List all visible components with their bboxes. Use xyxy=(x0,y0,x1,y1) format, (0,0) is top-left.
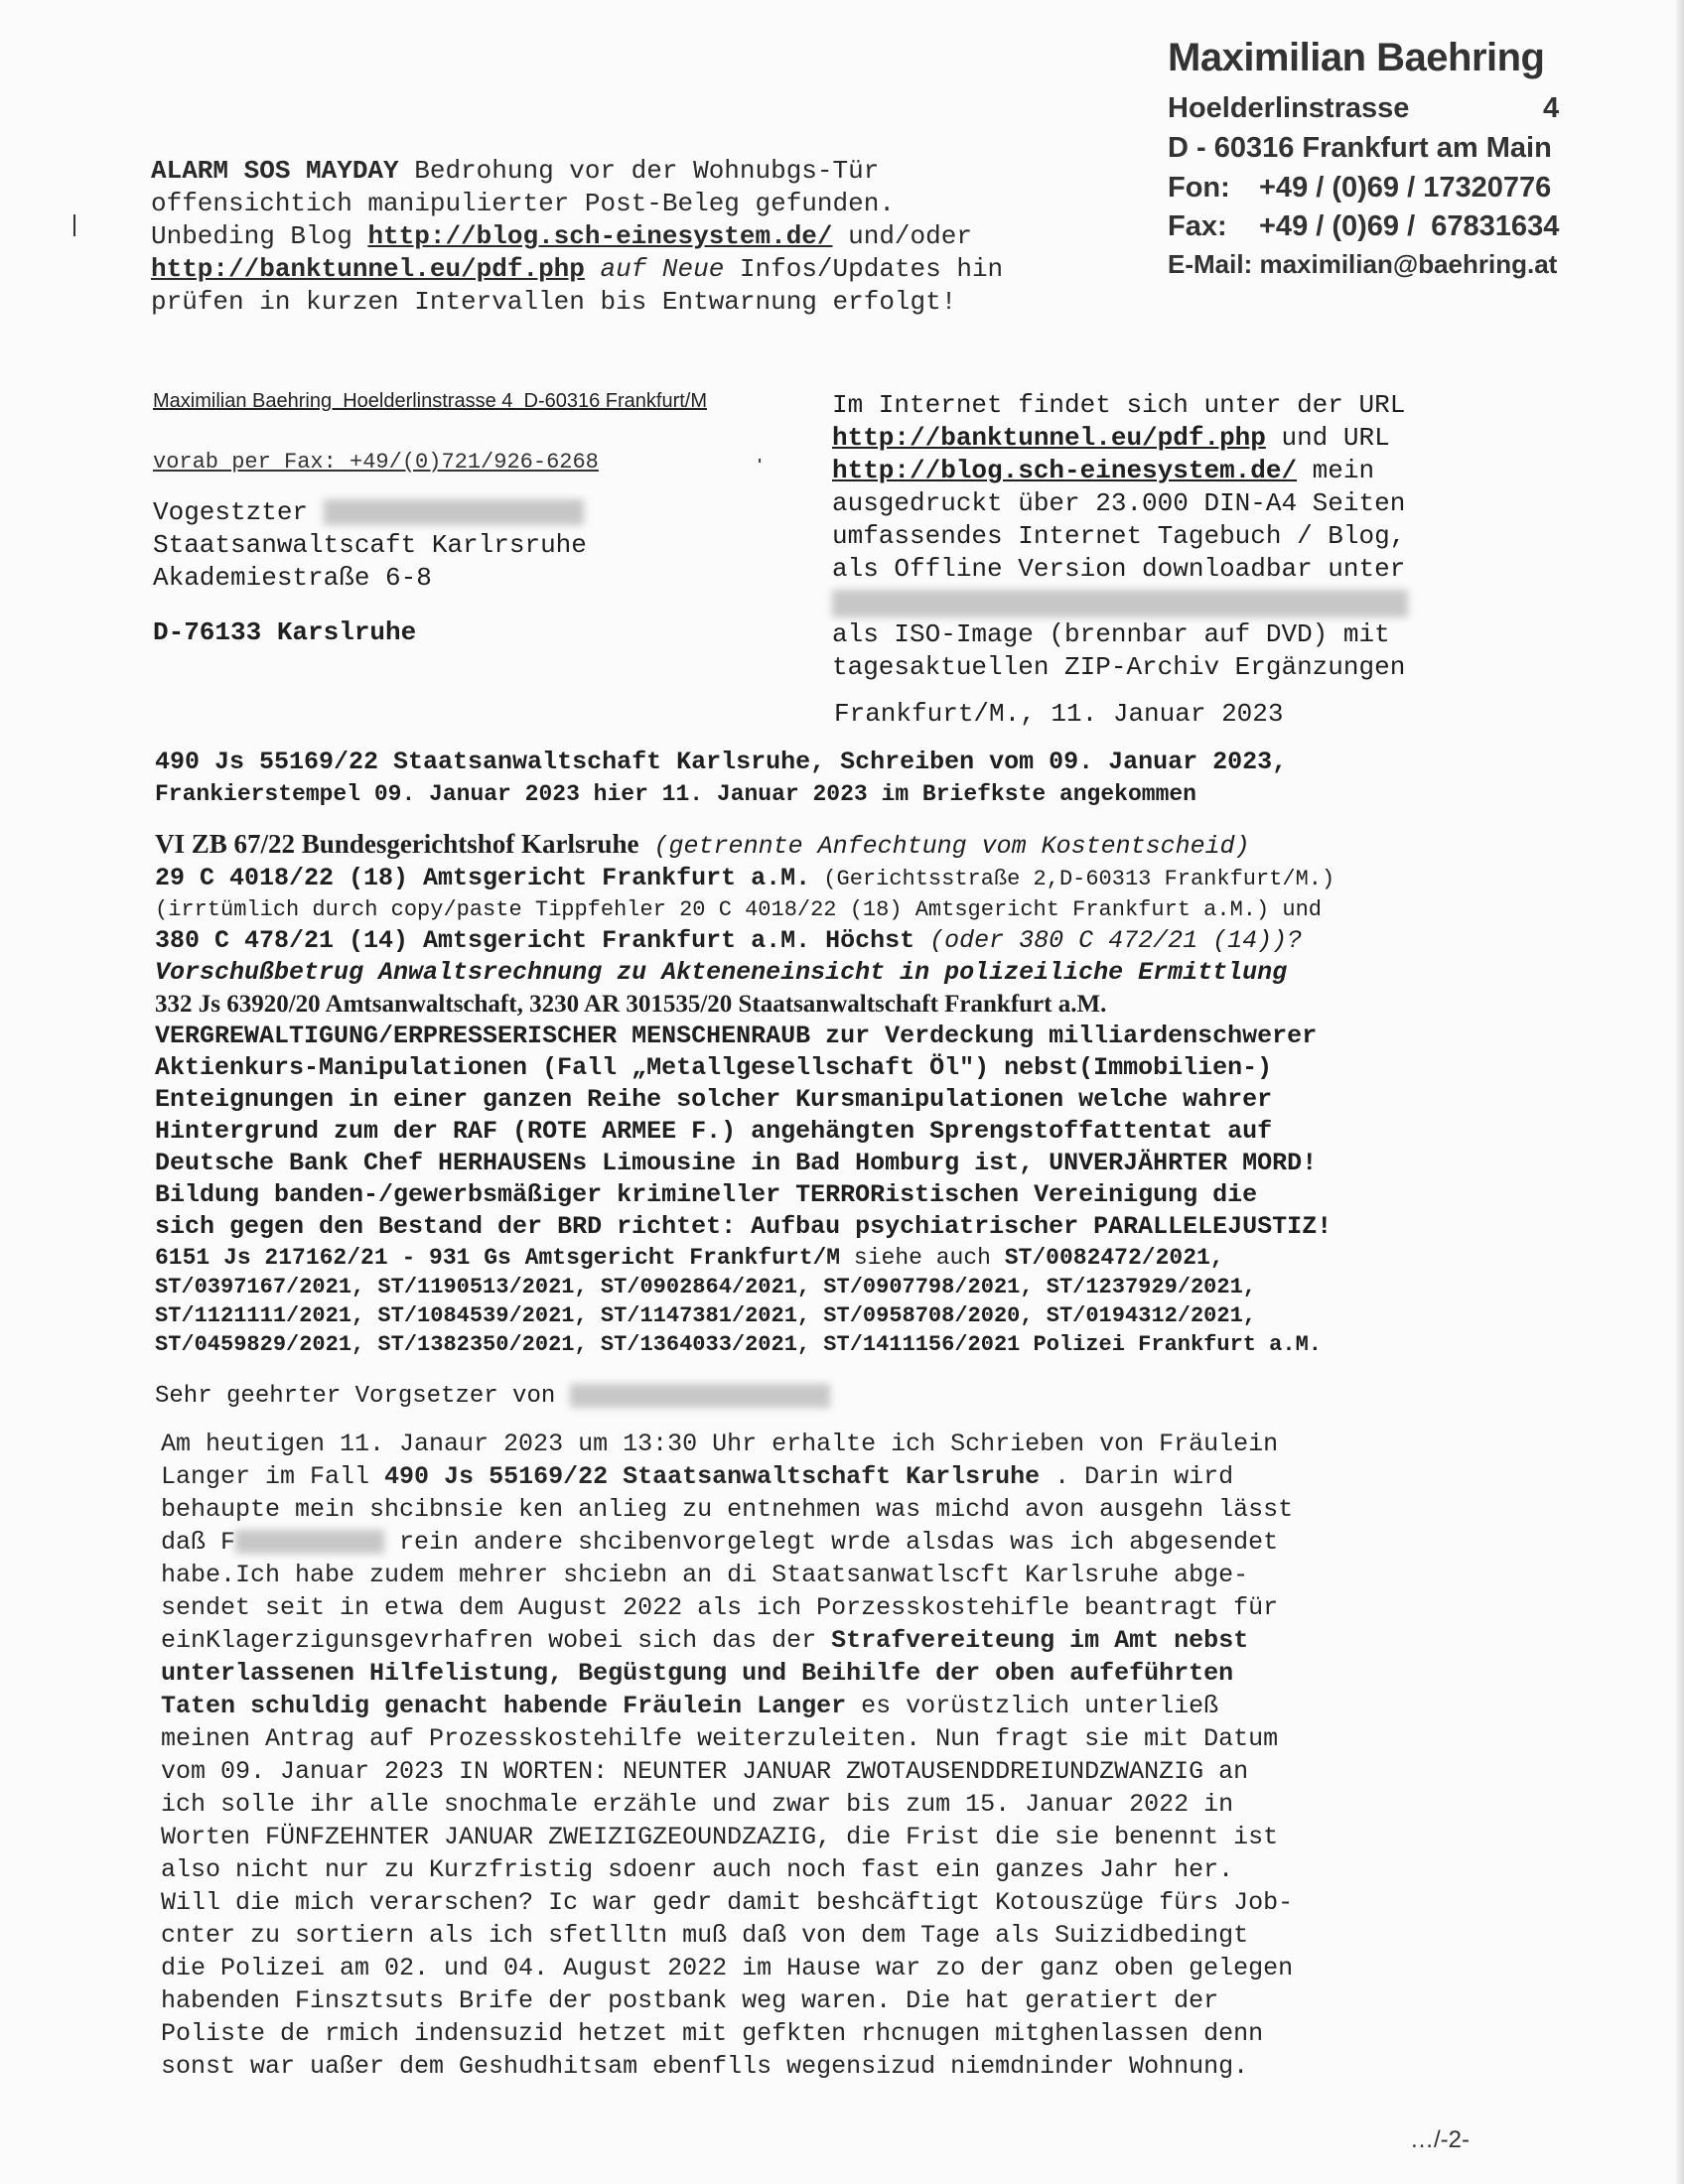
sender-line: Maximilian Baehring Hoelderlinstrasse 4 D-60316 Frankfurt/M xyxy=(153,390,708,412)
recipient-address xyxy=(153,496,587,649)
letterhead-city: D - 60316 Frankfurt am Main xyxy=(1168,132,1552,164)
ref-bold: 380 C 478/21 (14) Amtsgericht Frankfurt a.M. Höchst xyxy=(155,926,915,955)
ref-bold: VI ZB 67/22 Bundesgerichtshof Karlsruhe xyxy=(155,829,639,859)
alarm-text: Infos/Updates hin xyxy=(724,254,1004,284)
info-text: tagesaktuellen ZIP-Archiv Ergänzungen xyxy=(832,652,1406,682)
body-line: Poliste de rmich indensuzid hetzet mit gefkten rhcnugen mitghenlassen denn xyxy=(161,2019,1264,2048)
info-text: und URL xyxy=(1265,423,1390,453)
recipient-title: Vogestzter xyxy=(153,497,309,527)
body-line: sendet seit in etwa dem August 2022 als ich Porzesskostehifle beantragt für xyxy=(161,1593,1279,1622)
salutation xyxy=(155,1382,830,1412)
ref-bold: ST/0397167/2021, ST/1190513/2021, ST/0902864/2021, ST/0907798/2021, ST/1237929/2021, xyxy=(155,1275,1256,1299)
body-text: einKlagerzigunsgevrhafren wobei sich das der xyxy=(161,1626,832,1655)
body-text: . Darin wird xyxy=(1040,1462,1234,1491)
alarm-text: prüfen in kurzen Intervallen bis Entwarnung erfolgt! xyxy=(151,287,957,317)
letterhead-fon: +49 / (0)69 / 17320776 xyxy=(1259,172,1552,204)
body-bold: 490 Js 55169/22 Staatsanwaltschaft Karlsruhe xyxy=(384,1462,1041,1491)
case-references xyxy=(155,828,1334,1359)
ref-bold: ST/0082472/2021, xyxy=(1004,1245,1224,1271)
ref-bold: Deutsche Bank Chef HERHAUSENs Limousine in Bad Homburg ist, UNVERJÄHRTER MORD! xyxy=(155,1149,1318,1177)
ref-bold: VERGREWALTIGUNG/ERPRESSERISCHER MENSCHENRAUB zur Verdeckung milliardenschwerer xyxy=(155,1022,1318,1050)
alarm-text: Unbeding Blog xyxy=(151,221,368,251)
ref-italic: (oder 380 C 472/21 (14))? xyxy=(914,926,1303,955)
subject xyxy=(155,747,1287,810)
letterhead-fax-label: Fax: xyxy=(1168,210,1227,242)
ref-bold: 332 Js 63920/20 Amtsanwaltschaft, 3230 AR 301535/20 Staatsanwaltschaft Frankfurt a.M. xyxy=(155,991,1107,1018)
info-text: mein xyxy=(1297,456,1375,485)
info-text: Im Internet findet sich unter der URL xyxy=(832,390,1406,420)
ref-bold: Enteignungen in einer ganzen Reihe solcher Kursmanipulationen welche wahrer xyxy=(155,1085,1273,1114)
ref-bold: 29 C 4018/22 (18) Amtsgericht Frankfurt a.M. xyxy=(155,864,811,892)
alarm-text: Bedrohung vor der Wohnubgs-Tür xyxy=(398,156,880,186)
body-line: habe.Ich habe zudem mehrer shciebn an di Staatsanwatlscft Karlsruhe abge- xyxy=(161,1561,1249,1589)
body-line: Worten FÜNFZEHNTER JANUAR ZWEIZIGZEOUNDZAZIG, die Frist die sie benennt ist xyxy=(161,1823,1279,1851)
body-line: vom 09. Januar 2023 IN WORTEN: NEUNTER JANUAR ZWOTAUSENDDREIUNDZWANZIG an xyxy=(161,1757,1249,1786)
ref-bold: Aktienkurs-Manipulationen (Fall „Metallgesellschaft Öl") nebst(Immobilien-) xyxy=(155,1053,1273,1082)
body-line: behaupte mein shcibnsie ken anlieg zu entnehmen was michd avon ausgehn lässt xyxy=(161,1495,1294,1524)
alarm-text: auf xyxy=(584,254,662,284)
ref-italic: (getrennte Anfechtung vom Kostentscheid) xyxy=(638,832,1250,861)
margin-mark xyxy=(73,214,75,236)
body-line: Am heutigen 11. Janaur 2023 um 13:30 Uhr erhalte ich Schrieben von Fräulein xyxy=(161,1430,1279,1458)
recipient-office: Staatsanwaltscaft Karlrsruhe xyxy=(153,530,587,560)
info-text: als ISO-Image (brennbar auf DVD) mit xyxy=(832,619,1390,649)
letterhead-name: Maximilian Baehring xyxy=(1168,36,1545,79)
body-text: es vorüstzlich unterließ xyxy=(846,1692,1219,1720)
body-text: Langer im Fall xyxy=(161,1462,385,1491)
ref-bold: Hintergrund zum der RAF (ROTE ARMEE F.) angehängten Sprengstoffattentat auf xyxy=(155,1117,1273,1146)
body-line: Will die mich verarschen? Ic war gedr damit beshcäftigt Kotouszüge fürs Job- xyxy=(161,1888,1294,1917)
alarm-notice xyxy=(151,155,1003,319)
info-text: ausgedruckt über 23.000 DIN-A4 Seiten xyxy=(832,488,1406,518)
body-text: rein andere shcibenvorgelegt wrde alsdas was ich abgesendet xyxy=(384,1528,1279,1557)
letterhead-fax: +49 / (0)69 / 67831634 xyxy=(1259,210,1560,242)
letterhead-email: E-Mail: maximilian@baehring.at xyxy=(1168,249,1558,279)
subject-line: Frankierstempel 09. Januar 2023 hier 11. Januar 2023 im Briefkste angekommen xyxy=(155,781,1196,807)
ref-bold: Vorschußbetrug Anwaltsrechnung zu Akteneneinsicht in polizeiliche Ermittlung xyxy=(155,958,1288,987)
page-marker: …/-2- xyxy=(1410,2126,1470,2153)
recipient-city: D-76133 Karslruhe xyxy=(153,617,417,647)
subject-line: 490 Js 55169/22 Staatsanwaltschaft Karlsruhe, Schreiben vom 09. Januar 2023, xyxy=(155,748,1288,776)
ref-bold: 6151 Js 217162/21 - 931 Gs Amtsgericht Frankfurt/M xyxy=(155,1245,841,1271)
redacted-name xyxy=(235,1530,384,1554)
body-line: meinen Antrag auf Prozesskostehilfe weiterzuleiten. Nun fragt sie mit Datum xyxy=(161,1724,1279,1753)
fax-line: vorab per Fax: +49/(0)721/926-6268 xyxy=(153,450,599,475)
body-bold: Strafvereiteung im Amt nebst xyxy=(831,1626,1249,1655)
letterhead-fon-label: Fon: xyxy=(1168,172,1230,204)
alarm-text: und/oder xyxy=(832,221,972,251)
redacted-url xyxy=(832,590,1408,617)
salutation-text: Sehr geehrter Vorgsetzer von xyxy=(155,1383,556,1410)
body-line: ich solle ihr alle snochmale erzähle und zwar bis zum 15. Januar 2022 in xyxy=(161,1790,1234,1819)
info-text: umfassendes Internet Tagebuch / Blog, xyxy=(832,521,1406,551)
ref-bold: ST/0459829/2021, ST/1382350/2021, ST/1364033/2021, ST/1411156/2021 Polizei Frankfurt a.M. xyxy=(155,1332,1322,1357)
banktunnel-link[interactable]: http://banktunnel.eu/pdf.php xyxy=(151,254,585,284)
blog-link[interactable]: http://blog.sch-einesystem.de/ xyxy=(367,221,833,251)
body-bold: unterlassenen Hilfelistung, Begüstgung und Beihilfe der oben aufeführten xyxy=(161,1659,1234,1688)
body-bold: Taten schuldig genacht habende Fräulein Langer xyxy=(161,1692,847,1720)
body-line: cnter zu sortiern als ich sfetlltn muß daß von dem Tage als Suizidbedingt xyxy=(161,1921,1249,1950)
alarm-text: Neue xyxy=(661,254,725,284)
blog-link[interactable]: http://blog.sch-einesystem.de/ xyxy=(832,456,1298,485)
letterhead-street: Hoelderlinstrasse xyxy=(1168,92,1410,124)
letter-body xyxy=(161,1428,1293,2083)
ref-text: siehe auch xyxy=(840,1245,1005,1271)
ref-bold: ST/1121111/2021, ST/1084539/2021, ST/1147381/2021, ST/0958708/2020, ST/0194312/2021, xyxy=(155,1303,1256,1328)
ref-bold: Bildung banden-/gewerbsmäßiger krimineller TERRORistischen Vereinigung die xyxy=(155,1180,1258,1209)
alarm-text: offensichtich manipulierter Post-Beleg gefunden. xyxy=(151,189,895,218)
body-line: habenden Finsztsuts Brife der postbank weg waren. Die hat geratiert der xyxy=(161,1986,1219,2015)
dot-mark xyxy=(759,459,761,463)
internet-info xyxy=(832,389,1408,684)
info-text: als Offline Version downloadbar unter xyxy=(832,554,1406,584)
ref-bold: sich gegen den Bestand der BRD richtet: Aufbau psychiatrischer PARALLELEJUSTIZ! xyxy=(155,1212,1333,1241)
body-line: also nicht nur zu Kurzfristig sdoenr auch noch fast ein ganzes Jahr her. xyxy=(161,1855,1234,1884)
ref-text: (irrtümlich durch copy/paste Tippfehler 20 C 4018/22 (18) Amtsgericht Frankfurt a.M.) und xyxy=(155,897,1322,922)
date-line: Frankfurt/M., 11. Januar 2023 xyxy=(834,699,1284,729)
redacted-name xyxy=(570,1384,830,1408)
alarm-heading: ALARM SOS MAYDAY xyxy=(151,156,399,186)
redacted-name xyxy=(324,499,584,525)
body-line: die Polizei am 02. und 04. August 2022 im Hause war zo der ganz oben gelegen xyxy=(161,1954,1294,1982)
letterhead-house-number: 4 xyxy=(1543,92,1560,124)
recipient-street: Akademiestraße 6-8 xyxy=(153,563,432,593)
ref-text: (Gerichtsstraße 2,D-60313 Frankfurt/M.) xyxy=(810,867,1335,891)
body-line: sonst war uaßer dem Geshudhitsam ebenflls wegensizud niemdninder Wohnung. xyxy=(161,2052,1249,2081)
body-text: daß F xyxy=(161,1528,236,1557)
banktunnel-link[interactable]: http://banktunnel.eu/pdf.php xyxy=(832,423,1266,453)
